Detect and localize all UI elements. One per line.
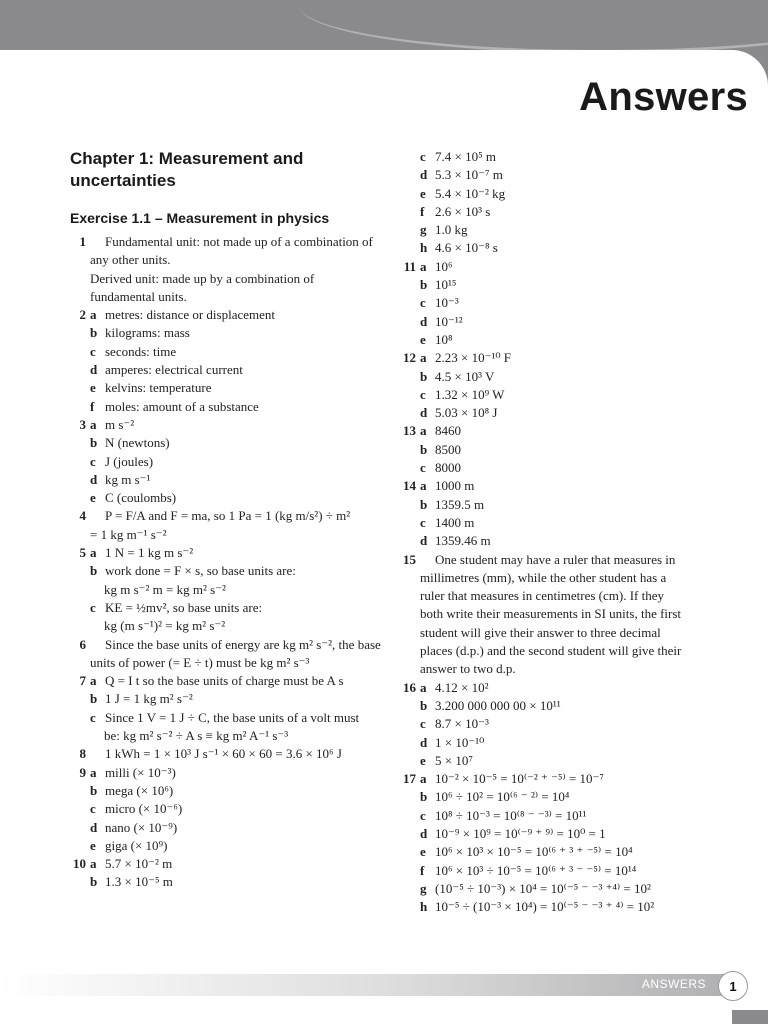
answer-line	[62, 416, 392, 434]
page-title: Answers	[579, 75, 748, 119]
answer-text: moles: amount of a substance	[105, 398, 259, 414]
answer-line	[62, 507, 392, 525]
question-number: 1	[79, 234, 86, 249]
part-letter: a	[90, 856, 97, 872]
answer-line	[392, 386, 712, 404]
part-letter: c	[90, 453, 96, 469]
answer-line	[392, 459, 712, 477]
answer-text: amperes: electrical current	[105, 362, 243, 378]
answer-text: student will give their answer to three decimal	[420, 624, 661, 640]
part-letter: d	[420, 405, 428, 421]
answer-text: nano (× 10⁻⁹)	[105, 819, 178, 835]
part-letter: c	[420, 807, 426, 823]
answer-text: giga (× 10⁹)	[105, 837, 168, 853]
question-number: 11	[403, 258, 416, 274]
answer-line	[392, 697, 712, 715]
part-letter: h	[420, 899, 428, 915]
answer-line	[392, 880, 712, 898]
part-letter: g	[420, 880, 427, 896]
answer-line	[392, 313, 712, 331]
answer-text: 10⁸ ÷ 10⁻³ = 10⁽⁸ ⁻ ⁻³⁾ = 10¹¹	[435, 807, 587, 823]
answer-line	[392, 642, 712, 660]
answer-text: 5.3 × 10⁻⁷ m	[435, 167, 503, 183]
answer-line	[62, 654, 392, 672]
answer-text: 1000 m	[435, 478, 475, 494]
part-letter: a	[90, 764, 97, 780]
answer-text: 3.200 000 000 00 × 10¹¹	[435, 697, 561, 713]
answer-text: KE = ½mv², so base units are:	[105, 599, 263, 615]
question-number: 5	[79, 545, 86, 561]
answer-line	[392, 752, 712, 770]
answer-line	[62, 782, 392, 800]
answer-line	[392, 825, 712, 843]
answer-line	[62, 251, 392, 269]
answer-text: 2.6 × 10³ s	[435, 203, 491, 219]
answer-line	[62, 819, 392, 837]
answer-text: 1359.5 m	[435, 496, 485, 512]
part-letter: d	[90, 819, 98, 835]
answer-text: P = F/A and F = ma, so 1 Pa = 1 (kg m/s²) ÷ m²	[105, 508, 351, 524]
answer-text: 10⁶ × 10³ × 10⁻⁵ = 10⁽⁶ ⁺ ³ ⁺ ⁻⁵⁾ = 10⁴	[435, 844, 633, 860]
answer-text: Q = I t so the base units of charge must be A s	[105, 673, 344, 689]
part-letter: e	[420, 331, 426, 347]
question-number: 7	[79, 673, 86, 689]
answer-text: kg (m s⁻¹)² = kg m² s⁻²	[104, 618, 226, 634]
part-letter: c	[420, 460, 426, 476]
answer-text: = 1 kg m⁻¹ s⁻²	[90, 526, 167, 542]
answer-line	[62, 379, 392, 397]
answer-line	[392, 587, 712, 605]
answer-text: Since 1 V = 1 J ÷ C, the base units of a volt must	[105, 709, 360, 725]
part-letter: a	[420, 679, 427, 695]
chapter-title: Chapter 1: Measurement and uncertainties	[70, 149, 304, 190]
answer-line	[62, 855, 392, 873]
part-letter: g	[420, 222, 427, 238]
part-letter: d	[420, 734, 428, 750]
answer-text: Since the base units of energy are kg m² s⁻², the base	[105, 636, 381, 652]
answer-line	[392, 368, 712, 386]
answer-text: seconds: time	[105, 343, 177, 359]
part-letter: c	[420, 716, 426, 732]
part-letter: b	[420, 697, 428, 713]
answer-line	[392, 221, 712, 239]
answer-text: 1 kWh = 1 × 10³ J s⁻¹ × 60 × 60 = 3.6 × 10⁶ J	[105, 746, 342, 762]
answer-line	[392, 569, 712, 587]
part-letter: d	[420, 167, 428, 183]
page-number: 1	[718, 971, 748, 1001]
part-letter: b	[90, 782, 98, 798]
answer-line	[62, 471, 392, 489]
answer-text: 8.7 × 10⁻³	[435, 716, 489, 732]
answer-text: 10⁶ ÷ 10² = 10⁽⁶ ⁻ ²⁾ = 10⁴	[435, 789, 570, 805]
part-letter: d	[420, 533, 428, 549]
answer-line	[392, 843, 712, 861]
answer-line	[62, 324, 392, 342]
part-letter: b	[90, 325, 98, 341]
answer-line	[392, 715, 712, 733]
answer-line	[62, 526, 392, 544]
part-letter: h	[420, 240, 428, 256]
question-number: 12	[403, 350, 416, 366]
answer-text: 1.3 × 10⁻⁵ m	[105, 874, 173, 890]
answer-text: fundamental units.	[90, 288, 187, 304]
part-letter: e	[420, 185, 426, 201]
answer-line	[62, 581, 392, 599]
question-number: 13	[403, 423, 416, 439]
part-letter: c	[420, 386, 426, 402]
answer-text: 2.23 × 10⁻¹⁰ F	[435, 350, 512, 366]
answer-line	[62, 636, 392, 654]
part-letter: a	[90, 307, 97, 323]
part-letter: c	[90, 801, 96, 817]
answer-line	[392, 788, 712, 806]
answer-text: (10⁻⁵ ÷ 10⁻³) × 10⁴ = 10⁽⁻⁵ ⁻ ⁻³ ⁺⁴⁾ = 10²	[435, 880, 651, 896]
answer-text: 5 × 10⁷	[435, 752, 473, 768]
part-letter: a	[90, 673, 97, 689]
answer-text: any other units.	[90, 252, 171, 268]
part-letter: b	[420, 277, 428, 293]
answer-line	[62, 453, 392, 471]
answer-line	[62, 544, 392, 562]
part-letter: a	[420, 771, 427, 787]
part-letter: b	[420, 441, 428, 457]
answer-text: 4.6 × 10⁻⁸ s	[435, 240, 498, 256]
answer-text: milli (× 10⁻³)	[105, 764, 176, 780]
answer-text: 8000	[435, 460, 461, 476]
answer-text: 10⁻² × 10⁻⁵ = 10⁽⁻² ⁺ ⁻⁵⁾ = 10⁻⁷	[435, 771, 604, 787]
answer-text: answer to two d.p.	[420, 661, 516, 677]
answer-text: 10⁻¹²	[435, 313, 463, 329]
answer-line	[62, 672, 392, 690]
answer-line	[392, 331, 712, 349]
answer-line	[392, 258, 712, 276]
answer-text: N (newtons)	[105, 435, 170, 451]
question-number: 2	[79, 307, 86, 323]
answer-text: be: kg m² s⁻² ÷ A s ≡ kg m² A⁻¹ s⁻³	[104, 728, 289, 744]
question-number: 15	[403, 551, 416, 567]
answer-text: 4.5 × 10³ V	[435, 368, 495, 384]
answer-text: One student may have a ruler that measures in	[435, 551, 676, 567]
answer-text: 1359.46 m	[435, 533, 491, 549]
part-letter: b	[90, 563, 98, 579]
answer-text: mega (× 10⁶)	[105, 782, 174, 798]
answer-line	[392, 404, 712, 422]
part-letter: b	[420, 368, 428, 384]
part-letter: c	[90, 709, 96, 725]
answer-line	[392, 770, 712, 788]
answer-text: Fundamental unit: not made up of a combination of	[105, 234, 373, 249]
answer-text: units of power (= E ÷ t) must be kg m² s⁻³	[90, 654, 310, 670]
answer-text: 10⁸	[435, 331, 453, 347]
footer-label: ANSWERS	[641, 977, 706, 991]
answer-line	[392, 496, 712, 514]
answer-line	[392, 734, 712, 752]
answers-right-column	[392, 148, 712, 916]
part-letter: d	[420, 825, 428, 841]
answer-line	[62, 800, 392, 818]
part-letter: d	[420, 313, 428, 329]
question-number: 9	[79, 764, 86, 780]
answer-line	[62, 764, 392, 782]
answer-text: kelvins: temperature	[105, 380, 212, 396]
answer-line	[392, 276, 712, 294]
question-number: 3	[79, 416, 86, 432]
question-number: 4	[79, 508, 86, 524]
answer-text: 10⁻⁹ × 10⁹ = 10⁽⁻⁹ ⁺ ⁹⁾ = 10⁰ = 1	[435, 825, 606, 841]
part-letter: c	[420, 149, 426, 164]
answer-line	[62, 690, 392, 708]
answer-line	[392, 294, 712, 312]
part-letter: b	[420, 496, 428, 512]
answer-text: 10⁶ × 10³ ÷ 10⁻⁵ = 10⁽⁶ ⁺ ³ ⁻ ⁻⁵⁾ = 10¹⁴	[435, 862, 637, 878]
answer-line	[62, 745, 392, 763]
part-letter: a	[420, 258, 427, 274]
answer-line	[392, 532, 712, 550]
answer-line	[392, 807, 712, 825]
answer-line	[392, 477, 712, 495]
part-letter: e	[90, 837, 96, 853]
part-letter: f	[420, 203, 425, 219]
part-letter: d	[90, 471, 98, 487]
answer-line	[392, 551, 712, 569]
part-letter: e	[420, 752, 426, 768]
question-number: 8	[79, 746, 86, 762]
answer-text: C (coulombs)	[105, 490, 177, 506]
answer-text: 1400 m	[435, 514, 475, 530]
answer-line	[392, 624, 712, 642]
part-letter: c	[420, 514, 426, 530]
answer-text: 10⁻⁵ ÷ (10⁻³ × 10⁴) = 10⁽⁻⁵ ⁻ ⁻³ ⁺ ⁴⁾ = 10²	[435, 899, 655, 915]
part-letter: b	[90, 691, 98, 707]
part-letter: f	[90, 398, 95, 414]
answer-text: 1.0 kg	[435, 222, 468, 238]
question-number: 16	[403, 679, 416, 695]
part-letter: a	[420, 350, 427, 366]
answer-line	[392, 605, 712, 623]
answer-text: 5.03 × 10⁸ J	[435, 405, 498, 421]
part-letter: e	[90, 490, 96, 506]
question-number: 10	[73, 856, 86, 872]
answer-text: ruler that measures in centimetres (cm). If they	[420, 588, 665, 604]
answer-line	[62, 727, 392, 745]
answer-text: 7.4 × 10⁵ m	[435, 149, 496, 164]
answer-text: 1.32 × 10⁹ W	[435, 386, 505, 402]
answer-line	[62, 398, 392, 416]
question-number: 6	[79, 636, 86, 652]
answer-line	[392, 239, 712, 257]
answer-text: 10⁶	[435, 258, 453, 274]
answer-line	[62, 837, 392, 855]
answer-line	[392, 148, 712, 166]
part-letter: b	[90, 435, 98, 451]
top-header-band	[0, 0, 768, 54]
answer-text: metres: distance or displacement	[105, 307, 276, 323]
answers-left-column	[62, 233, 392, 892]
answer-line	[62, 709, 392, 727]
exercise-title: Exercise 1.1 – Measurement in physics	[70, 210, 330, 226]
answer-text: 5.7 × 10⁻² m	[105, 856, 173, 872]
answer-line	[392, 166, 712, 184]
answer-line	[62, 489, 392, 507]
answer-text: m s⁻²	[105, 416, 135, 432]
answer-line	[62, 562, 392, 580]
part-letter: c	[90, 343, 96, 359]
footer-bar	[0, 974, 732, 996]
answer-text: work done = F × s, so base units are:	[105, 563, 296, 579]
answer-line	[62, 434, 392, 452]
part-letter: a	[90, 545, 97, 561]
answer-line	[392, 514, 712, 532]
part-letter: f	[420, 862, 425, 878]
answer-line	[62, 270, 392, 288]
answer-line	[62, 343, 392, 361]
answer-line	[62, 617, 392, 635]
answer-text: 1 × 10⁻¹⁰	[435, 734, 485, 750]
answer-line	[392, 203, 712, 221]
answer-line	[392, 898, 712, 916]
answer-text: 4.12 × 10²	[435, 679, 489, 695]
answer-text: 8460	[435, 423, 461, 439]
answer-text: kg m s⁻² m = kg m² s⁻²	[104, 581, 226, 597]
answer-text: both write their measurements in SI units, the first	[420, 606, 682, 622]
part-letter: c	[420, 295, 426, 311]
answer-line	[392, 441, 712, 459]
part-letter: c	[90, 599, 96, 615]
answer-line	[62, 233, 392, 251]
answer-line	[62, 288, 392, 306]
part-letter: a	[420, 478, 427, 494]
answer-line	[392, 862, 712, 880]
question-number: 14	[403, 478, 416, 494]
answer-line	[392, 349, 712, 367]
answer-line	[62, 306, 392, 324]
part-letter: d	[90, 362, 98, 378]
answer-text: 5.4 × 10⁻² kg	[435, 185, 506, 201]
answer-line	[62, 361, 392, 379]
answer-text: micro (× 10⁻⁶)	[105, 801, 183, 817]
answer-text: 10¹⁵	[435, 277, 457, 293]
answer-line	[392, 660, 712, 678]
part-letter: b	[420, 789, 428, 805]
answer-text: 1 J = 1 kg m² s⁻²	[105, 691, 193, 707]
answer-text: kilograms: mass	[105, 325, 190, 341]
answer-text: places (d.p.) and the second student will give their	[420, 643, 682, 659]
answer-text: kg m s⁻¹	[105, 471, 151, 487]
answer-text: Derived unit: made up by a combination of	[90, 270, 315, 286]
question-number: 17	[403, 771, 416, 787]
answer-line	[392, 422, 712, 440]
answer-line	[62, 599, 392, 617]
answer-text: J (joules)	[105, 453, 154, 469]
part-letter: e	[90, 380, 96, 396]
part-letter: a	[420, 423, 427, 439]
answer-line	[392, 679, 712, 697]
part-letter: b	[90, 874, 98, 890]
answer-text: millimetres (mm), while the other student has a	[420, 569, 667, 585]
answer-text: 10⁻³	[435, 295, 459, 311]
part-letter: a	[90, 416, 97, 432]
answer-line	[62, 873, 392, 891]
answer-line	[392, 185, 712, 203]
answer-text: 1 N = 1 kg m s⁻²	[105, 545, 194, 561]
answer-text: 8500	[435, 441, 461, 457]
part-letter: e	[420, 844, 426, 860]
